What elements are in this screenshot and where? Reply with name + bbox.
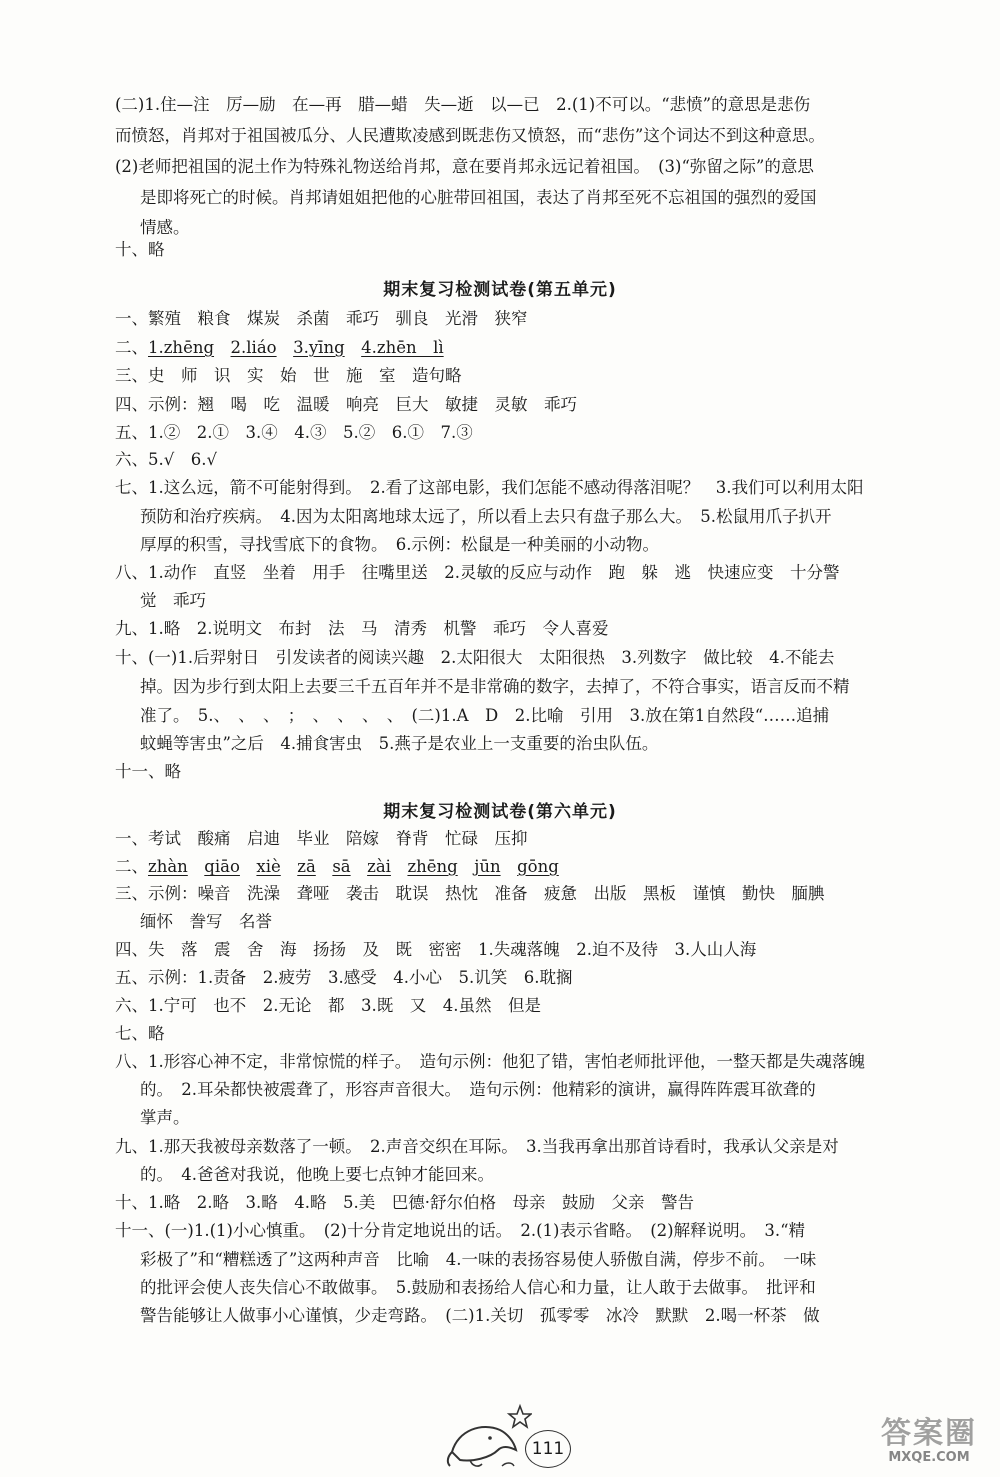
question-number: 二、 — [115, 857, 148, 876]
pinyin-item: zhàn — [148, 857, 188, 876]
answer-line: 七、1.这么远，箭不可能射得到。 2.看了这部电影，我们怎能不感动得落泪呢？ 3.我们可以利用太阳 — [115, 478, 864, 497]
section-title-unit5: 期末复习检测试卷(第五单元) — [383, 280, 617, 300]
answer-line: 觉 乖巧 — [140, 591, 206, 610]
pinyin-answer-line — [115, 857, 915, 877]
answer-line: 四、失 落 震 舍 海 扬扬 及 既 密密 1.失魂落魄 2.迫不及待 3.人山人海 — [115, 940, 757, 959]
watermark-logo-text: 答案圈 — [881, 1416, 977, 1451]
answer-line: 三、示例：噪音 洗澡 聋哑 袭击 耽误 热忱 准备 疲惫 出版 黑板 谨慎 勤快 腼腆 — [115, 884, 825, 903]
answer-line: 是即将死亡的时候。肖邦请姐姐把他的心脏带回祖国，表达了肖邦至死不忘祖国的强烈的爱国 — [140, 188, 817, 207]
answer-line: 十、略 — [115, 240, 165, 259]
pinyin-item: 1.zhēng — [148, 338, 215, 357]
answer-line: 六、5.√ 6.√ — [115, 450, 218, 469]
answer-line: (2)老师把祖国的泥土作为特殊礼物送给肖邦，意在要肖邦永远记着祖国。 (3)“弥留之际”的意思 — [115, 157, 814, 176]
answer-line: 十一、(一)1.(1)小心慎重。 (2)十分肯定地说出的话。 2.(1)表示省略。 (2)解释说明。 3.“精 — [115, 1221, 806, 1240]
question-number: 二、 — [115, 338, 148, 357]
watermark-logo — [868, 1418, 990, 1468]
answer-line: 一、繁殖 粮食 煤炭 杀菌 乖巧 驯良 光滑 狭窄 — [115, 309, 528, 328]
dolphin-star-icon — [442, 1400, 532, 1472]
answer-line: 三、史 师 识 实 始 世 施 室 造句略 — [115, 366, 462, 385]
answer-line: 六、1.宁可 也不 2.无论 都 3.既 又 4.虽然 但是 — [115, 996, 541, 1015]
answer-line: 厚厚的积雪，寻找雪底下的食物。 6.示例：松鼠是一种美丽的小动物。 — [140, 535, 659, 554]
answer-line: 掌声。 — [140, 1108, 190, 1127]
answer-line: 四、示例：翘 喝 吃 温暖 响亮 巨大 敏捷 灵敏 乖巧 — [115, 395, 577, 414]
page-number: 111 — [525, 1430, 571, 1468]
answer-line: 掉。因为步行到太阳上去要三千五百年并不是非常确的数字，去掉了，不符合事实，语言反而不精 — [140, 677, 850, 696]
answer-line: 警告能够让人做事小心谨慎，少走弯路。 (二)1.关切 孤零零 冰冷 默默 2.喝一杯茶 做 — [140, 1306, 820, 1325]
answer-line: 十、1.略 2.略 3.略 4.略 5.美 巴德·舒尔伯格 母亲 鼓励 父亲 警告 — [115, 1193, 694, 1212]
answer-line: 一、考试 酸痛 启迪 毕业 陪嫁 脊背 忙碌 压抑 — [115, 829, 528, 848]
answer-line: 八、1.形容心神不定，非常惊慌的样子。 造句示例：他犯了错，害怕老师批评他，一整天都是失魂落魄 — [115, 1052, 865, 1071]
answer-line: 的批评会使人丧失信心不敢做事。 5.鼓励和表扬给人信心和力量，让人敢于去做事。 批评和 — [140, 1278, 816, 1297]
answer-line: 的。 2.耳朵都快被震聋了，形容声音很大。 造句示例：他精彩的演讲，赢得阵阵震耳欲聋的 — [140, 1080, 816, 1099]
answer-line: 五、示例：1.责备 2.疲劳 3.感受 4.小心 5.讥笑 6.耽搁 — [115, 968, 573, 987]
pinyin-answer-line — [115, 338, 915, 358]
answer-line: 准了。 5.、 、 、 ； 、 、 、 、 (二)1.A D 2.比喻 引用 3.放在第1自然段“……追捕 — [140, 706, 830, 725]
answer-line: 而愤怒，肖邦对于祖国被瓜分、人民遭欺凌感到既悲伤又愤怒，而“悲伤”这个词达不到这种意思。 — [115, 126, 825, 145]
pinyin-item: sā — [332, 857, 351, 876]
pinyin-item: qiāo — [204, 857, 240, 876]
answer-line: 十一、略 — [115, 762, 181, 781]
answer-line: 九、1.那天我被母亲数落了一顿。 2.声音交织在耳际。 3.当我再拿出那首诗看时，我承认父亲是对 — [115, 1137, 839, 1156]
answer-line: 十、(一)1.后羿射日 引发读者的阅读兴趣 2.太阳很大 太阳很热 3.列数字 做比较 4.不能去 — [115, 648, 835, 667]
answer-line: 九、1.略 2.说明文 布封 法 马 清秀 机警 乖巧 令人喜爱 — [115, 619, 609, 638]
pinyin-item: jūn — [474, 857, 501, 876]
answer-line: 情感。 — [140, 218, 190, 237]
pinyin-item: zā — [297, 857, 316, 876]
answer-line: 彩极了”和“糟糕透了”这两种声音 比喻 4.一味的表扬容易使人骄傲自满，停步不前。 一味 — [140, 1250, 817, 1269]
pinyin-item: 3.yīng — [293, 338, 345, 357]
pinyin-item: zài — [367, 857, 391, 876]
section-title-unit6: 期末复习检测试卷(第六单元) — [383, 802, 617, 822]
answer-line: 缅怀 誊写 名誉 — [140, 912, 272, 931]
answer-line: (二)1.住—注 厉—励 在—再 腊—蜡 失—逝 以—已 2.(1)不可以。“悲愤”的意思是悲伤 — [115, 95, 811, 114]
answer-line: 七、略 — [115, 1024, 165, 1043]
answer-line: 五、1.② 2.① 3.④ 4.③ 5.② 6.① 7.③ — [115, 423, 473, 442]
answer-line: 蚊蝇等害虫”之后 4.捕食害虫 5.燕子是农业上一支重要的治虫队伍。 — [140, 734, 659, 753]
answer-line: 预防和治疗疾病。 4.因为太阳离地球太远了，所以看上去只有盘子那么大。 5.松鼠用爪子扒开 — [140, 507, 832, 526]
pinyin-item: zhēng — [407, 857, 458, 876]
watermark-url: MXQE.COM — [888, 1450, 970, 1465]
pinyin-item: xiè — [256, 857, 281, 876]
answer-line: 八、1.动作 直竖 坐着 用手 往嘴里送 2.灵敏的反应与动作 跑 躲 逃 快速应变 十分警 — [115, 563, 840, 582]
pinyin-item: 2.liáo — [230, 338, 277, 357]
pinyin-item: gōng — [517, 857, 559, 876]
answer-line: 的。 4.爸爸对我说，他晚上要七点钟才能回来。 — [140, 1165, 494, 1184]
pinyin-item: 4.zhēn lì — [361, 338, 444, 357]
